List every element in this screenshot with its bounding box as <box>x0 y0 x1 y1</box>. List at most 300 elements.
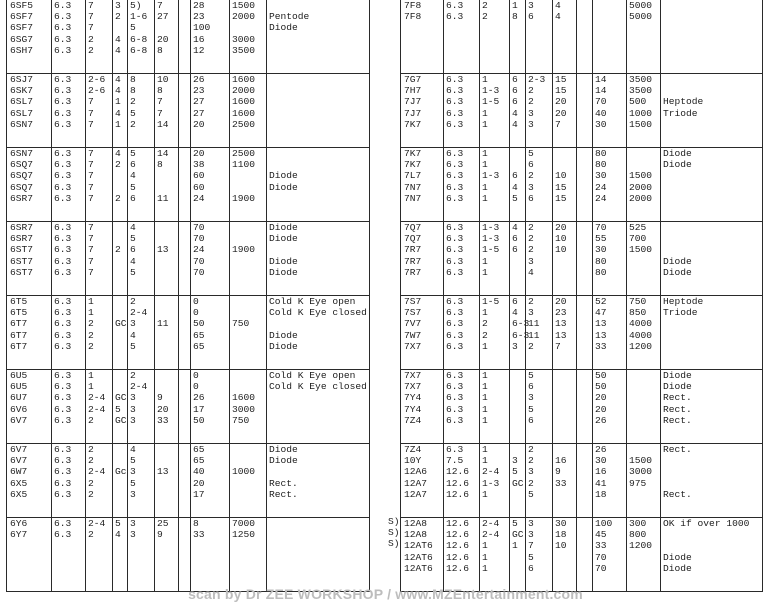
cell-line <box>512 370 525 381</box>
table-cell <box>577 222 593 296</box>
cell-line <box>555 159 576 170</box>
cell-line <box>269 404 369 415</box>
cell-line: 1500 <box>629 244 653 256</box>
cell-line: 3 <box>130 318 136 330</box>
table-cell <box>191 370 230 444</box>
cell-line: 1500 <box>232 0 256 11</box>
cell-line: 40 <box>193 466 205 478</box>
table-cell <box>526 148 553 222</box>
cell-line: 4 <box>512 107 518 119</box>
cell-line <box>555 415 576 426</box>
cell-line <box>629 563 660 574</box>
cell-line: 2-4 <box>88 466 106 478</box>
cell-line <box>629 381 660 392</box>
table-cell <box>155 0 179 74</box>
table-cell <box>480 518 510 592</box>
cell-line <box>232 455 266 466</box>
table-cell <box>526 370 553 444</box>
cell-line: 2 <box>88 414 94 426</box>
cell-line <box>181 182 190 193</box>
table-cell <box>577 296 593 370</box>
cell-line: 12A8 <box>404 529 428 541</box>
cell-line: 4000 <box>629 318 653 330</box>
cell-line: Cold K Eye closed <box>269 381 367 393</box>
cell-line: 7N7 <box>404 192 422 204</box>
cell-line <box>157 478 178 489</box>
cell-line: 41 <box>595 477 607 489</box>
cell-line: 15 <box>555 181 567 193</box>
cell-line: 7 <box>88 0 94 11</box>
cell-line: Diode <box>269 329 298 341</box>
table-cell <box>113 74 128 148</box>
cell-line: 1 <box>482 266 488 278</box>
table-cell <box>510 0 526 74</box>
cell-line: 6.3 <box>446 159 464 171</box>
cell-line: 13 <box>555 318 567 330</box>
cell-line <box>115 233 127 244</box>
cell-line: 3 <box>130 488 136 500</box>
cell-line: 2000 <box>629 192 653 204</box>
table-cell <box>480 0 510 74</box>
cell-line: 4 <box>130 329 136 341</box>
cell-line: 5 <box>528 551 534 563</box>
table-cell <box>444 296 480 370</box>
cell-line <box>181 96 190 107</box>
cell-line: 3 <box>528 118 534 130</box>
margin-mark: S) <box>388 516 400 527</box>
cell-line: 23 <box>193 85 205 97</box>
cell-line <box>181 233 190 244</box>
table-cell <box>267 370 370 444</box>
cell-line: 6V7 <box>10 455 28 467</box>
cell-line <box>579 455 592 466</box>
table-cell <box>444 444 480 518</box>
cell-line: 6.3 <box>54 159 72 171</box>
table-cell <box>230 222 267 296</box>
cell-line: 6 <box>528 11 534 23</box>
table-cell <box>480 222 510 296</box>
cell-line <box>181 244 190 255</box>
cell-line: 6.3 <box>54 477 72 489</box>
table-cell <box>191 222 230 296</box>
cell-line <box>232 222 266 233</box>
cell-line: 2 <box>528 455 534 467</box>
table-row-group <box>401 148 763 222</box>
cell-line: 7 <box>88 192 94 204</box>
table-cell <box>553 518 577 592</box>
cell-line: 7 <box>157 0 163 11</box>
cell-line: 7 <box>88 159 94 171</box>
cell-line: 24 <box>193 244 205 256</box>
cell-line <box>269 392 369 403</box>
cell-line: 2-4 <box>482 466 500 478</box>
cell-line <box>663 341 762 352</box>
cell-line: 1 <box>482 392 488 404</box>
cell-line: 6.3 <box>446 148 464 159</box>
cell-line: 12A7 <box>404 477 428 489</box>
cell-line: 850 <box>629 307 647 319</box>
table-row-group <box>7 74 370 148</box>
cell-line <box>629 415 660 426</box>
table-cell <box>661 74 763 148</box>
cell-line <box>157 22 178 33</box>
cell-line: 1200 <box>629 540 653 552</box>
cell-line <box>269 0 369 11</box>
cell-line: 5 <box>130 340 136 352</box>
cell-line: Diode <box>663 381 692 393</box>
cell-line: 1 <box>482 159 488 171</box>
cell-line: 80 <box>595 266 607 278</box>
cell-line: 5 <box>512 192 518 204</box>
cell-line <box>512 552 525 563</box>
cell-line: 7L7 <box>404 170 422 182</box>
table-cell <box>627 74 661 148</box>
cell-line <box>181 267 190 278</box>
cell-line: Diode <box>663 255 692 267</box>
cell-line: 7 <box>88 170 94 182</box>
cell-line <box>555 267 576 278</box>
cell-line: 1500 <box>629 170 653 182</box>
cell-line: 6 <box>130 192 136 204</box>
table-cell <box>179 444 191 518</box>
cell-line: 6.3 <box>54 74 72 85</box>
cell-line: 2000 <box>232 11 256 23</box>
cell-line <box>555 370 576 381</box>
cell-line: 1 <box>512 540 518 552</box>
table-cell <box>113 444 128 518</box>
table-cell <box>155 296 179 370</box>
cell-line <box>115 267 127 278</box>
table-cell <box>593 518 627 592</box>
cell-line <box>115 489 127 500</box>
cell-line: 23 <box>193 11 205 23</box>
cell-line: 6SR7 <box>10 233 34 245</box>
cell-line: GC <box>512 477 524 489</box>
cell-line <box>232 182 266 193</box>
table-cell <box>593 296 627 370</box>
cell-line <box>115 330 127 341</box>
cell-line: 6.3 <box>446 244 464 256</box>
cell-line <box>181 85 190 96</box>
table-cell <box>526 0 553 74</box>
table-cell <box>593 0 627 74</box>
cell-line: 6 <box>528 159 534 171</box>
cell-line: 12.6 <box>446 477 470 489</box>
table-cell <box>577 0 593 74</box>
cell-line: Rect. <box>269 488 298 500</box>
cell-line: 20 <box>555 222 567 233</box>
cell-line: 7 <box>88 96 94 108</box>
cell-line <box>181 404 190 415</box>
table-cell <box>627 148 661 222</box>
cell-line: 7S7 <box>404 296 422 307</box>
cell-line: 10 <box>555 233 567 245</box>
cell-line: 3 <box>512 340 518 352</box>
cell-line <box>579 563 592 574</box>
cell-line: Diode <box>663 562 692 574</box>
cell-line: 7.5 <box>446 455 464 467</box>
cell-line: 5000 <box>629 0 653 11</box>
cell-line: 11 <box>528 318 540 330</box>
cell-line: 3 <box>528 466 534 478</box>
cell-line: 20 <box>193 477 205 489</box>
table-cell <box>510 148 526 222</box>
cell-line: 7G7 <box>404 74 422 85</box>
cell-line: 6 <box>512 96 518 108</box>
cell-line <box>157 381 178 392</box>
cell-line: 12A8 <box>404 518 428 529</box>
margin-mark: S) <box>388 527 400 538</box>
table-row-group <box>401 0 763 74</box>
cell-line <box>181 11 190 22</box>
cell-line: 1-3 <box>482 233 500 245</box>
cell-line: 4 <box>115 148 121 159</box>
table-cell <box>230 444 267 518</box>
cell-line: 6.3 <box>54 118 72 130</box>
cell-line: 6W7 <box>10 466 28 478</box>
cell-line <box>663 455 762 466</box>
cell-line: 6.3 <box>446 181 464 193</box>
cell-line <box>269 85 369 96</box>
table-cell <box>444 370 480 444</box>
cell-line: 4 <box>115 44 121 56</box>
cell-line: 4 <box>115 85 121 97</box>
cell-line <box>629 148 660 159</box>
cell-line: 2000 <box>232 85 256 97</box>
cell-line: 6SQ7 <box>10 181 34 193</box>
cell-line: 65 <box>193 340 205 352</box>
cell-line: 1 <box>482 551 488 563</box>
cell-line: 7X7 <box>404 381 422 393</box>
cell-line: 2-4 <box>482 518 500 529</box>
cell-line <box>579 85 592 96</box>
cell-line: 7 <box>555 340 561 352</box>
cell-line <box>269 518 369 529</box>
cell-line: 5) <box>130 0 142 11</box>
cell-line: 1 <box>482 444 488 455</box>
table-cell <box>179 222 191 296</box>
table-cell <box>627 296 661 370</box>
cell-line <box>579 170 592 181</box>
table-cell <box>593 222 627 296</box>
cell-line <box>232 489 266 500</box>
cell-line: 1-3 <box>482 222 500 233</box>
cell-line: 6 <box>512 244 518 256</box>
table-cell <box>526 74 553 148</box>
cell-line: 5 <box>528 148 534 159</box>
cell-line: 12.6 <box>446 540 470 552</box>
cell-line: 1500 <box>629 455 653 467</box>
cell-line: GC <box>512 529 524 541</box>
table-cell <box>627 222 661 296</box>
cell-line <box>157 489 178 500</box>
table-cell <box>191 74 230 148</box>
cell-line: 33 <box>555 477 567 489</box>
cell-line <box>663 85 762 96</box>
table-row-group <box>401 370 763 444</box>
cell-line <box>555 563 576 574</box>
cell-line: 7K7 <box>404 148 422 159</box>
cell-line <box>579 307 592 318</box>
cell-line: 2-4 <box>88 392 106 404</box>
table-cell <box>179 370 191 444</box>
table-cell <box>86 148 113 222</box>
cell-line: 2 <box>88 488 94 500</box>
cell-line: 5 <box>528 370 534 381</box>
cell-line: 6.3 <box>54 85 72 97</box>
cell-line: 6-8 <box>130 44 148 56</box>
cell-line <box>115 455 127 466</box>
cell-line: 6U5 <box>10 381 28 393</box>
table-cell <box>593 148 627 222</box>
cell-line: 6SQ7 <box>10 159 34 171</box>
cell-line: 20 <box>193 118 205 130</box>
cell-line <box>629 159 660 170</box>
cell-line: 8 <box>512 11 518 23</box>
cell-line <box>579 267 592 278</box>
cell-line <box>579 318 592 329</box>
table-cell <box>401 444 444 518</box>
cell-line <box>512 148 525 159</box>
cell-line: 16 <box>193 33 205 45</box>
cell-line <box>269 108 369 119</box>
cell-line <box>579 330 592 341</box>
cell-line: 6.3 <box>54 329 72 341</box>
cell-line: 5 <box>130 477 136 489</box>
cell-line <box>579 148 592 159</box>
margin-mark: S) <box>388 538 400 549</box>
cell-line <box>181 170 190 181</box>
table-cell <box>526 518 553 592</box>
cell-line: 6Y6 <box>10 518 28 529</box>
table-cell <box>7 444 52 518</box>
cell-line: 6.3 <box>446 414 464 426</box>
table-cell <box>7 148 52 222</box>
cell-line: 7S7 <box>404 307 422 319</box>
cell-line: 6.3 <box>54 33 72 45</box>
cell-line <box>115 182 127 193</box>
cell-line <box>663 119 762 130</box>
cell-line: 6.3 <box>54 370 72 381</box>
cell-line: 750 <box>232 318 250 330</box>
cell-line: 70 <box>193 266 205 278</box>
cell-line: 2 <box>528 244 534 256</box>
table-cell <box>179 148 191 222</box>
table-cell <box>627 444 661 518</box>
cell-line: 8 <box>157 159 163 171</box>
cell-line: 1 <box>482 403 488 415</box>
cell-line: 6SJ7 <box>10 74 34 85</box>
cell-line: 12.6 <box>446 488 470 500</box>
table-cell <box>401 222 444 296</box>
cell-line: GC <box>115 318 127 330</box>
cell-line: 3 <box>130 529 136 541</box>
table-cell <box>86 74 113 148</box>
table-cell <box>7 0 52 74</box>
table-cell <box>179 0 191 74</box>
cell-line <box>269 74 369 85</box>
cell-line: 70 <box>595 551 607 563</box>
cell-line: 7V7 <box>404 318 422 330</box>
cell-line: 4 <box>512 307 518 319</box>
table-cell <box>191 296 230 370</box>
table-cell <box>480 444 510 518</box>
cell-line <box>115 170 127 181</box>
cell-line: 80 <box>595 255 607 267</box>
cell-line: 20 <box>157 33 169 45</box>
cell-line <box>269 45 369 56</box>
cell-line: 7Q7 <box>404 222 422 233</box>
cell-line <box>232 341 266 352</box>
cell-line: 80 <box>595 159 607 171</box>
table-cell <box>128 370 155 444</box>
cell-line: 30 <box>595 244 607 256</box>
cell-line: 2 <box>130 118 136 130</box>
cell-line: 3 <box>130 518 136 529</box>
cell-line: 2 <box>130 296 136 307</box>
left-tube-table <box>6 0 370 592</box>
cell-line: 6.3 <box>54 518 72 529</box>
cell-line: 9 <box>157 392 163 404</box>
cell-line: 12A7 <box>404 488 428 500</box>
cell-line: 7 <box>88 148 94 159</box>
table-cell <box>627 0 661 74</box>
table-cell <box>526 444 553 518</box>
cell-line <box>629 444 660 455</box>
cell-line: 4000 <box>629 329 653 341</box>
table-cell <box>230 0 267 74</box>
table-cell <box>661 518 763 592</box>
table-cell <box>179 74 191 148</box>
cell-line: 7F8 <box>404 11 422 23</box>
cell-line: 2 <box>528 340 534 352</box>
cell-line: 300 <box>629 518 647 529</box>
cell-line: 13 <box>595 329 607 341</box>
cell-line <box>555 381 576 392</box>
cell-line: 4 <box>115 74 121 85</box>
table-cell <box>113 222 128 296</box>
cell-line: 7K7 <box>404 118 422 130</box>
cell-line: 13 <box>555 329 567 341</box>
cell-line: 6.3 <box>446 170 464 182</box>
cell-line: 0 <box>193 381 199 393</box>
cell-line: 17 <box>193 488 205 500</box>
cell-line: 3 <box>528 392 534 404</box>
cell-line: 1600 <box>232 107 256 119</box>
cell-line <box>269 119 369 130</box>
cell-line: 2500 <box>232 148 256 159</box>
cell-line <box>181 489 190 500</box>
cell-line <box>269 244 369 255</box>
cell-line: 30 <box>595 118 607 130</box>
cell-line <box>181 22 190 33</box>
cell-line: 4 <box>115 529 121 541</box>
table-cell <box>401 74 444 148</box>
cell-line: 6.3 <box>446 107 464 119</box>
table-cell <box>510 74 526 148</box>
cell-line: 18 <box>595 488 607 500</box>
cell-line <box>181 296 190 307</box>
cell-line: 2 <box>482 11 488 23</box>
cell-line <box>181 444 190 455</box>
cell-line: 7 <box>88 255 94 267</box>
cell-line: 3500 <box>232 44 256 56</box>
cell-line: 7 <box>88 244 94 256</box>
cell-line: 3000 <box>629 466 653 478</box>
cell-line: 6SH7 <box>10 44 34 56</box>
cell-line: 1 <box>88 296 94 307</box>
table-cell <box>230 370 267 444</box>
